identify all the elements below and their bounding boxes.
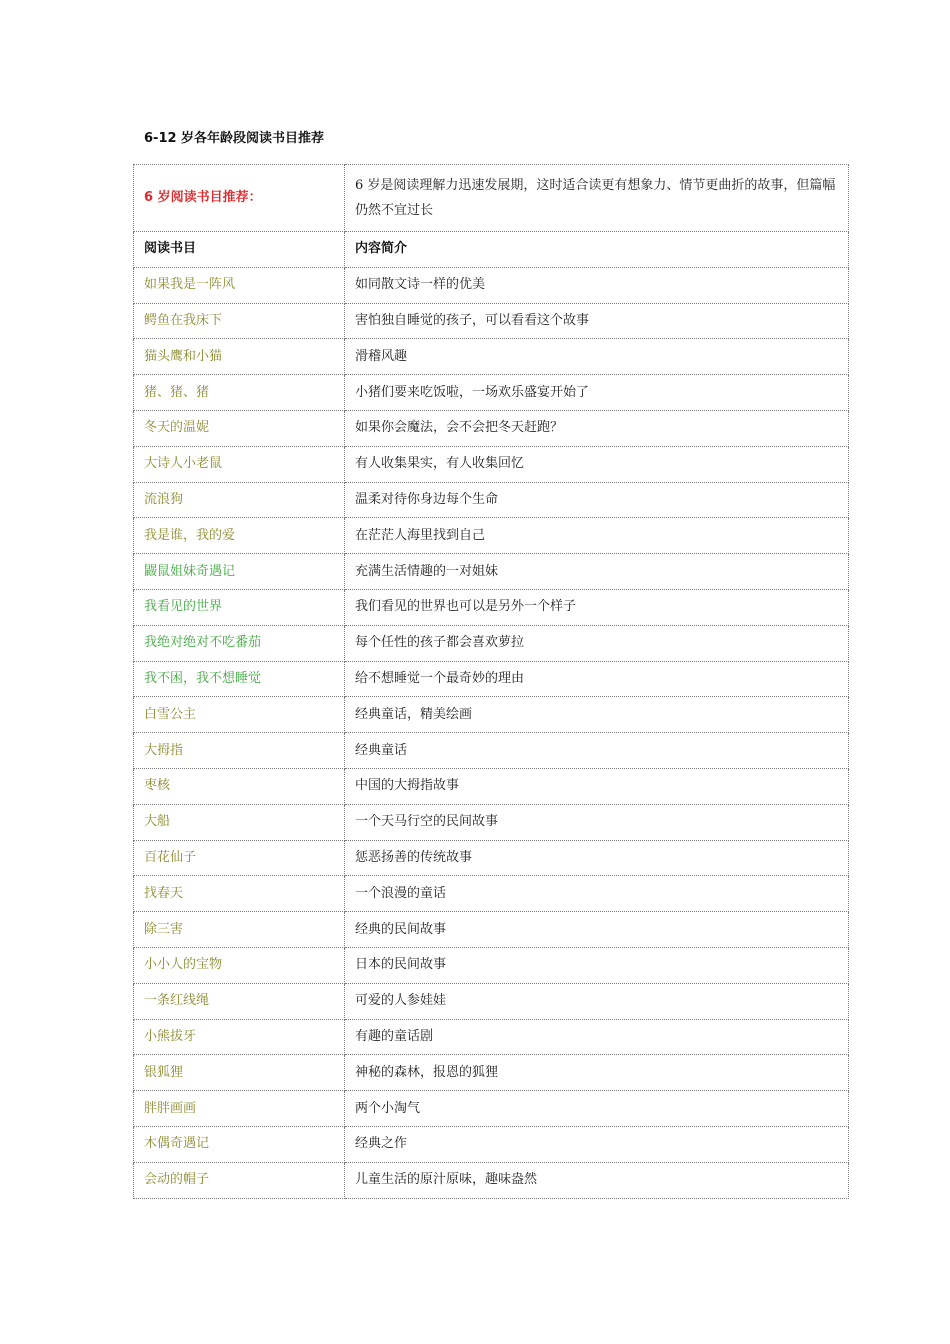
table-row xyxy=(134,983,849,1019)
table-row xyxy=(134,267,849,303)
table-row xyxy=(134,947,849,983)
table-row xyxy=(134,804,849,840)
book-description: 我们看见的世界也可以是另外一个样子 xyxy=(345,589,849,625)
book-description: 经典之作 xyxy=(345,1126,849,1162)
book-title: 小小人的宝物 xyxy=(134,947,345,983)
book-description: 两个小淘气 xyxy=(345,1091,849,1127)
intro-row xyxy=(134,165,849,232)
intro-text: 6 岁是阅读理解力迅速发展期，这时适合读更有想象力、情节更曲折的故事，但篇幅仍然不宜过长 xyxy=(355,178,836,218)
book-title: 会动的帽子 xyxy=(134,1162,345,1198)
book-title: 除三害 xyxy=(134,912,345,948)
book-title: 银狐狸 xyxy=(134,1055,345,1091)
header-book: 阅读书目 xyxy=(134,232,345,268)
book-description: 经典的民间故事 xyxy=(345,912,849,948)
book-title: 大诗人小老鼠 xyxy=(134,446,345,482)
book-title: 我不困，我不想睡觉 xyxy=(134,661,345,697)
page-title: 6-12 岁各年龄段阅读书目推荐 xyxy=(144,131,325,146)
table-row xyxy=(134,410,849,446)
book-title: 找春天 xyxy=(134,876,345,912)
table-row xyxy=(134,375,849,411)
book-title: 猪、猪、猪 xyxy=(134,375,345,411)
book-description: 如果你会魔法，会不会把冬天赶跑？ xyxy=(345,410,849,446)
table-row xyxy=(134,1091,849,1127)
table-row xyxy=(134,446,849,482)
reading-list-table xyxy=(133,164,849,1199)
table-row xyxy=(134,1126,849,1162)
book-description: 充满生活情趣的一对姐妹 xyxy=(345,554,849,590)
book-title: 如果我是一阵风 xyxy=(134,267,345,303)
table-row xyxy=(134,876,849,912)
table-row xyxy=(134,1019,849,1055)
intro-text-cell xyxy=(345,165,849,232)
table-row xyxy=(134,1162,849,1198)
book-title: 大船 xyxy=(134,804,345,840)
book-title: 胖胖画画 xyxy=(134,1091,345,1127)
book-description: 温柔对待你身边每个生命 xyxy=(345,482,849,518)
book-title: 猫头鹰和小猫 xyxy=(134,339,345,375)
table-row xyxy=(134,625,849,661)
intro-label xyxy=(134,165,345,232)
book-description: 中国的大拇指故事 xyxy=(345,768,849,804)
table-row xyxy=(134,554,849,590)
book-description: 有人收集果实，有人收集回忆 xyxy=(345,446,849,482)
book-title: 我看见的世界 xyxy=(134,589,345,625)
book-title: 枣核 xyxy=(134,768,345,804)
book-description: 经典童话，精美绘画 xyxy=(345,697,849,733)
book-description: 给不想睡觉一个最奇妙的理由 xyxy=(345,661,849,697)
book-title: 大拇指 xyxy=(134,733,345,769)
book-description: 在茫茫人海里找到自己 xyxy=(345,518,849,554)
table-row xyxy=(134,1055,849,1091)
book-description: 每个任性的孩子都会喜欢萝拉 xyxy=(345,625,849,661)
book-description: 滑稽风趣 xyxy=(345,339,849,375)
table-row xyxy=(134,482,849,518)
book-title: 白雪公主 xyxy=(134,697,345,733)
book-description: 神秘的森林，报恩的狐狸 xyxy=(345,1055,849,1091)
book-description: 一个天马行空的民间故事 xyxy=(345,804,849,840)
book-description: 日本的民间故事 xyxy=(345,947,849,983)
book-description: 一个浪漫的童话 xyxy=(345,876,849,912)
book-description: 经典童话 xyxy=(345,733,849,769)
table-header-row xyxy=(134,232,849,268)
table-row xyxy=(134,697,849,733)
book-title: 鳄鱼在我床下 xyxy=(134,303,345,339)
book-description: 害怕独自睡觉的孩子，可以看看这个故事 xyxy=(345,303,849,339)
table-row xyxy=(134,661,849,697)
book-title: 百花仙子 xyxy=(134,840,345,876)
table-row xyxy=(134,339,849,375)
book-description: 儿童生活的原汁原味，趣味盎然 xyxy=(345,1162,849,1198)
book-title: 小熊拔牙 xyxy=(134,1019,345,1055)
table-row xyxy=(134,518,849,554)
header-desc: 内容简介 xyxy=(345,232,849,268)
book-title: 我是谁，我的爱 xyxy=(134,518,345,554)
book-description: 有趣的童话剧 xyxy=(345,1019,849,1055)
table-row xyxy=(134,733,849,769)
book-description: 可爱的人参娃娃 xyxy=(345,983,849,1019)
table-row xyxy=(134,912,849,948)
book-title: 鼹鼠姐妹奇遇记 xyxy=(134,554,345,590)
book-description: 小猪们要来吃饭啦，一场欢乐盛宴开始了 xyxy=(345,375,849,411)
book-title: 我绝对绝对不吃番茄 xyxy=(134,625,345,661)
book-title: 流浪狗 xyxy=(134,482,345,518)
book-title: 木偶奇遇记 xyxy=(134,1126,345,1162)
table-row xyxy=(134,589,849,625)
book-title: 冬天的温妮 xyxy=(134,410,345,446)
intro-label-text: 6 岁阅读书目推荐： xyxy=(144,190,262,205)
table-row xyxy=(134,303,849,339)
table-row xyxy=(134,840,849,876)
table-row xyxy=(134,768,849,804)
book-description: 如同散文诗一样的优美 xyxy=(345,267,849,303)
book-title: 一条红线绳 xyxy=(134,983,345,1019)
book-description: 惩恶扬善的传统故事 xyxy=(345,840,849,876)
